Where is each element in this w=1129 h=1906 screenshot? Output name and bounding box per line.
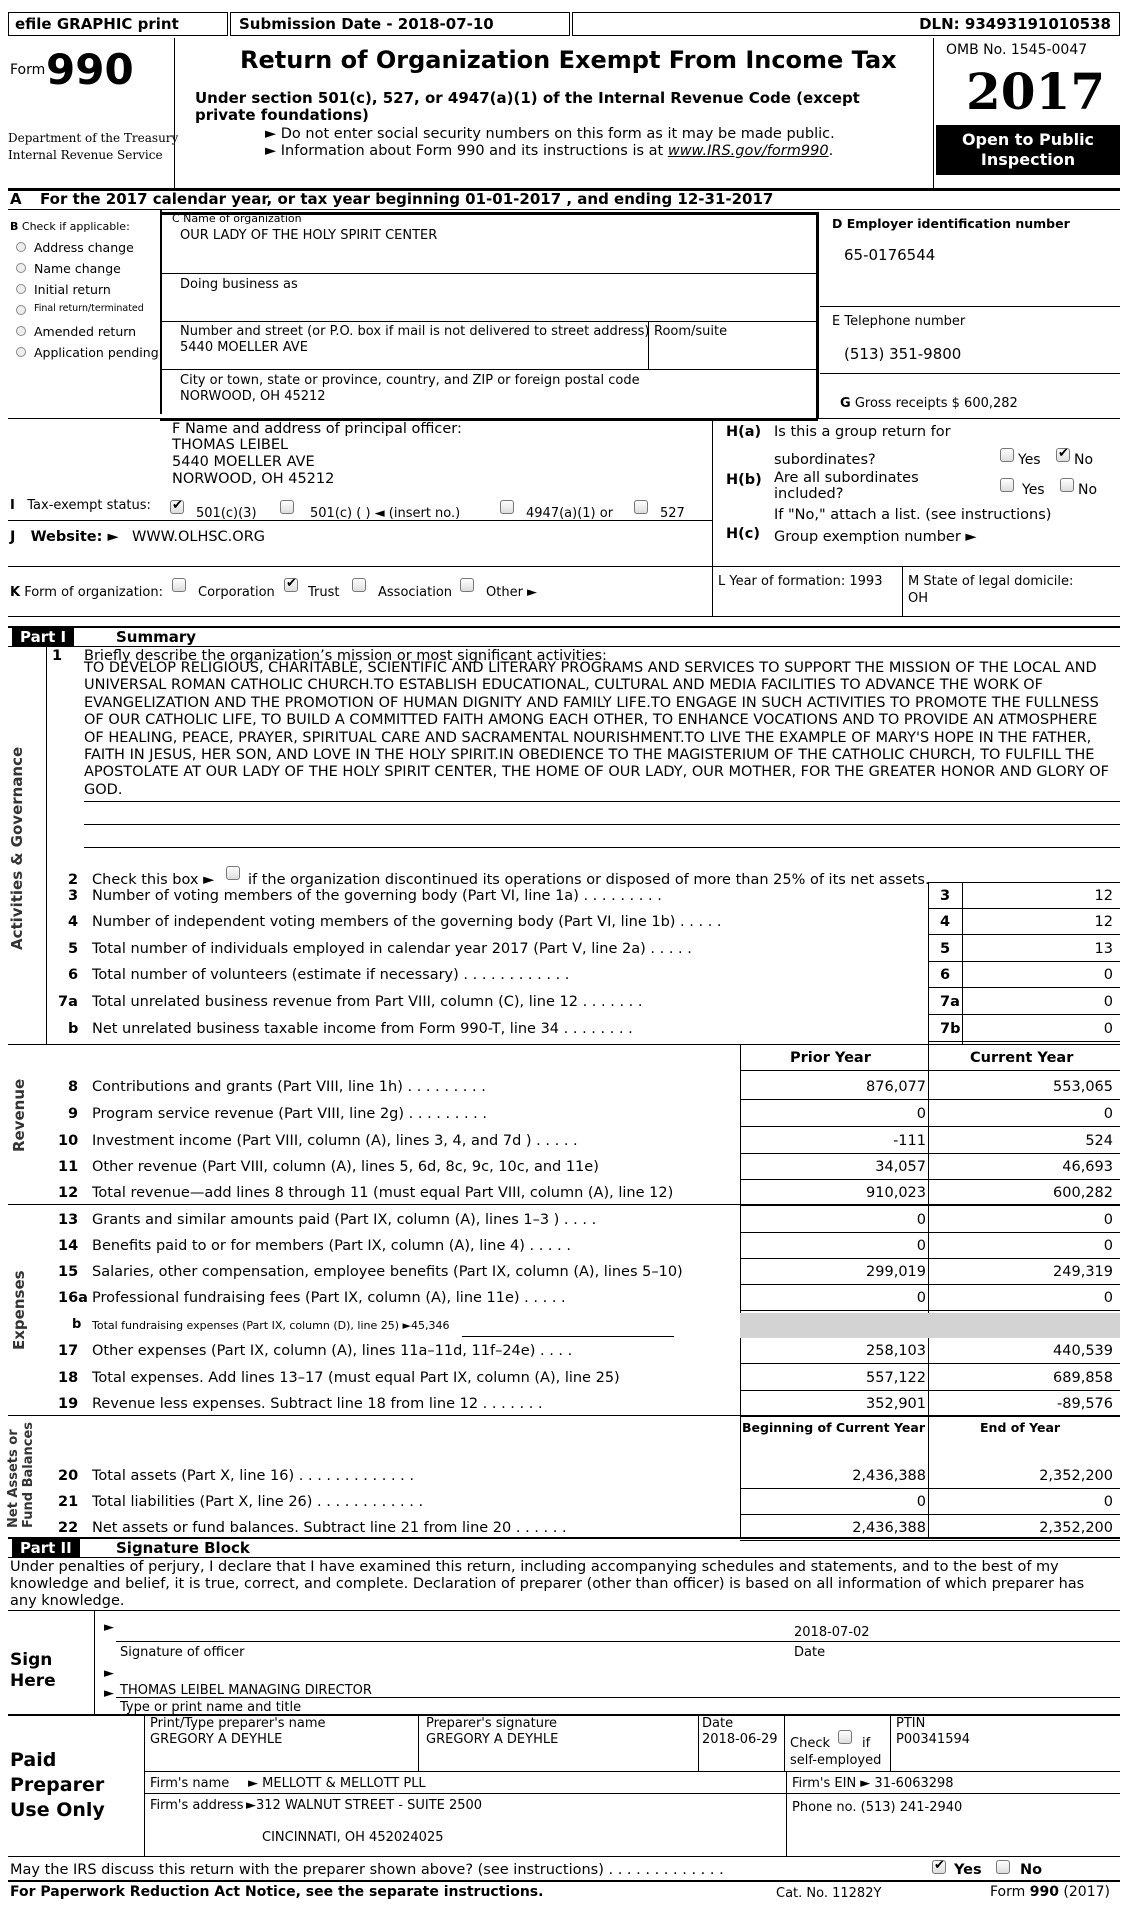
- section-b-radio[interactable]: [16, 284, 26, 294]
- paperwork-notice: For Paperwork Reduction Act Notice, see the separate instructions.: [10, 1884, 544, 1900]
- open-to-public-badge: Open to Public Inspection: [936, 125, 1120, 175]
- signature-label: Signature of officer: [120, 1645, 245, 1660]
- dln: DLN: 93493191010538: [572, 12, 1120, 36]
- prior-year-value: 0: [916, 1290, 926, 1306]
- ha-yes-checkbox[interactable]: [1000, 448, 1014, 462]
- officer-label: F Name and address of principal officer:: [172, 421, 462, 437]
- prior-year-value: 0: [916, 1238, 926, 1254]
- line-num: 12: [58, 1185, 79, 1201]
- info-note: ► Information about Form 990 and its instructions is at www.IRS.gov/form990.: [265, 143, 834, 159]
- current-year-value: 440,539: [1053, 1343, 1113, 1359]
- prior-year-value: 0: [916, 1106, 926, 1122]
- line-text: Benefits paid to or for members (Part IX, column (A), line 4) . . . . .: [92, 1238, 571, 1254]
- prior-year-value: 258,103: [866, 1343, 926, 1359]
- ha-yes-label: Yes: [1018, 452, 1041, 468]
- preparer-name-label: Print/Type preparer's name: [150, 1716, 326, 1731]
- self-employed-checkbox[interactable]: [838, 1730, 852, 1744]
- org-street: 5440 MOELLER AVE: [180, 340, 308, 355]
- section-b-item: Application pending: [34, 345, 159, 360]
- current-year-value: 553,065: [1053, 1079, 1113, 1095]
- line-text: Salaries, other compensation, employee benefits (Part IX, column (A), lines 5–10): [92, 1264, 683, 1280]
- gov-line-value: 0: [1103, 1021, 1113, 1037]
- firm-ein: Firm's EIN ► 31-6063298: [792, 1776, 954, 1791]
- 501c-label: 501(c) ( ) ◄ (insert no.): [310, 506, 461, 521]
- prior-year-value: 910,023: [866, 1185, 926, 1201]
- ssn-note: ► Do not enter social security numbers on this form as it may be made public.: [265, 126, 835, 142]
- line-num: 9: [68, 1106, 79, 1122]
- hb-note: If "No," attach a list. (see instructions): [774, 507, 1052, 523]
- 527-checkbox[interactable]: [634, 500, 648, 514]
- prior-year-value: 557,122: [866, 1370, 926, 1386]
- 501c3-checkbox[interactable]: [170, 500, 184, 514]
- hb-yes-label: Yes: [1022, 482, 1045, 498]
- firm-name: ► MELLOTT & MELLOTT PLL: [248, 1776, 426, 1791]
- line-text: Investment income (Part VIII, column (A), lines 3, 4, and 7d ) . . . . .: [92, 1133, 578, 1149]
- line2-checkbox[interactable]: [226, 866, 240, 880]
- line-text: Total revenue—add lines 8 through 11 (must equal Part VIII, column (A), line 12): [92, 1185, 674, 1201]
- form-number: 990: [46, 45, 134, 94]
- prior-year-value: 0: [916, 1212, 926, 1228]
- firm-address-1: ►312 WALNUT STREET - SUITE 2500: [246, 1798, 483, 1813]
- pointer-icon: ►: [104, 1666, 114, 1681]
- gov-line-box: 5: [940, 941, 951, 957]
- hc-label: H(c): [726, 526, 760, 542]
- line-text: Net assets or fund balances. Subtract line 21 from line 20 . . . . . .: [92, 1520, 567, 1536]
- 4947-checkbox[interactable]: [500, 500, 514, 514]
- hc-text: Group exemption number ►: [774, 529, 977, 545]
- officer-title: THOMAS LEIBEL MANAGING DIRECTOR: [120, 1683, 372, 1698]
- arrow-right-icon: ►: [246, 1798, 256, 1813]
- line16b-shaded: [740, 1313, 1120, 1338]
- year-formation: L Year of formation: 1993: [718, 574, 883, 589]
- section-b-item: Name change: [34, 261, 121, 276]
- prior-year-value: 0: [916, 1494, 926, 1510]
- state-domicile-label: M State of legal domicile:: [908, 574, 1074, 589]
- line-text: Program service revenue (Part VIII, line 2g) . . . . . . . . .: [92, 1106, 487, 1122]
- ein-value: 65-0176544: [844, 246, 936, 264]
- section-b-title: B Check if applicable:: [10, 220, 130, 233]
- gov-line-text: Total number of individuals employed in calendar year 2017 (Part V, line 2a) . . . . .: [92, 941, 692, 957]
- dept-irs: Internal Revenue Service: [8, 148, 163, 162]
- submission-date: Submission Date - 2018-07-10: [230, 12, 570, 36]
- gov-line-value: 0: [1103, 994, 1113, 1010]
- gov-line-text: Net unrelated business taxable income from Form 990-T, line 34 . . . . . . . .: [92, 1021, 633, 1037]
- hb-no-label: No: [1078, 482, 1098, 498]
- line-text: Revenue less expenses. Subtract line 18 from line 12 . . . . . . .: [92, 1396, 543, 1412]
- ha-no-checkbox[interactable]: [1056, 448, 1070, 462]
- hb-text-1: Are all subordinates: [774, 470, 919, 486]
- association-label: Association: [378, 585, 453, 600]
- section-b-radio[interactable]: [16, 263, 26, 273]
- corporation-checkbox[interactable]: [172, 578, 186, 592]
- perjury-statement: Under penalties of perjury, I declare that I have examined this return, including accompanying schedules and statements, and to the best of my knowledge and belief, it is true, correct, and complete. Declaration of preparer (other than officer) is based on all information of which preparer has any knowledge.: [10, 1559, 1085, 1609]
- firm-address-2: CINCINNATI, OH 452024025: [262, 1830, 444, 1845]
- line-num: 17: [58, 1343, 79, 1359]
- gov-line-box: 7b: [940, 1021, 961, 1037]
- line-text: Contributions and grants (Part VIII, line 1h) . . . . . . . . .: [92, 1079, 486, 1095]
- current-year-value: 0: [1103, 1212, 1113, 1228]
- line-a-tax-year: For the 2017 calendar year, or tax year beginning 01-01-2017 , and ending 12-31-2017: [40, 190, 774, 208]
- org-name-label: C Name of organization: [172, 212, 302, 225]
- section-b-item: Final return/terminated: [34, 303, 144, 314]
- hb-label: H(b): [726, 472, 762, 488]
- line16b-text: Total fundraising expenses (Part IX, column (D), line 25) ►45,346: [92, 1319, 450, 1332]
- paid-preparer: Paid Preparer Use Only: [10, 1749, 105, 1821]
- trust-label: Trust: [308, 585, 340, 600]
- line-num: 19: [58, 1396, 79, 1412]
- gov-line-num: 7a: [58, 994, 78, 1010]
- omb-number: OMB No. 1545-0047: [946, 42, 1088, 58]
- discuss-no-checkbox[interactable]: [996, 1860, 1010, 1874]
- line-num: 10: [58, 1133, 79, 1149]
- room-label: Room/suite: [654, 324, 728, 339]
- dba-label: Doing business as: [180, 277, 298, 292]
- tax-year: 2017: [966, 62, 1106, 121]
- prior-year-value: -111: [893, 1133, 926, 1149]
- hb-text-2: included?: [774, 486, 844, 502]
- line2-num: 2: [68, 872, 79, 888]
- current-year-value: 46,693: [1062, 1159, 1113, 1175]
- form-subtitle: Under section 501(c), 527, or 4947(a)(1) of the Internal Revenue Code (except private foundations): [195, 89, 860, 124]
- discuss-no-label: No: [1020, 1862, 1043, 1878]
- line-num: 16a: [58, 1290, 88, 1306]
- ha-text-2: subordinates?: [774, 452, 876, 468]
- current-year-value: 600,282: [1053, 1185, 1113, 1201]
- line2-text-a: Check this box ►: [92, 872, 215, 888]
- arrow-right-icon: ►: [265, 126, 277, 142]
- arrow-right-icon: ►: [248, 1776, 258, 1791]
- officer-city: NORWOOD, OH 45212: [172, 471, 335, 487]
- line-text: Other revenue (Part VIII, column (A), lines 5, 6d, 8c, 9c, 10c, and 11e): [92, 1159, 599, 1175]
- line-text: Professional fundraising fees (Part IX, column (A), line 11e) . . . . .: [92, 1290, 566, 1306]
- side-expenses: Expenses: [10, 1270, 28, 1350]
- 4947-label: 4947(a)(1) or: [526, 506, 614, 521]
- street-label: Number and street (or P.O. box if mail is not delivered to street address): [180, 324, 650, 339]
- part1-title: Summary: [116, 628, 197, 646]
- part2-tag: Part II: [12, 1539, 80, 1557]
- part2-title: Signature Block: [116, 1539, 250, 1557]
- line-num: 14: [58, 1238, 79, 1254]
- city-label: City or town, state or province, country, and ZIP or foreign postal code: [180, 373, 640, 388]
- irs-form990-link[interactable]: www.IRS.gov/form990: [667, 143, 829, 159]
- pointer-icon: ►: [104, 1620, 114, 1635]
- form-footer: Form 990 (2017): [990, 1884, 1110, 1900]
- side-activities-governance: Activities & Governance: [8, 746, 26, 950]
- preparer-sig: GREGORY A DEYHLE: [426, 1732, 559, 1747]
- line-text: Grants and similar amounts paid (Part IX, column (A), lines 1–3 ) . . . .: [92, 1212, 597, 1228]
- current-year-value: 249,319: [1053, 1264, 1113, 1280]
- check-label: Check: [790, 1736, 830, 1751]
- efile-label: efile GRAPHIC print: [8, 12, 228, 36]
- hb-no-checkbox[interactable]: [1060, 478, 1074, 492]
- ein-label: D Employer identification number: [832, 216, 1070, 231]
- line-num: 8: [68, 1079, 79, 1095]
- phone-value: (513) 351-9800: [844, 345, 962, 363]
- section-b-radio[interactable]: [16, 347, 26, 357]
- hb-yes-checkbox[interactable]: [1000, 478, 1014, 492]
- ha-label: H(a): [726, 424, 762, 440]
- col-end-year: End of Year: [980, 1420, 1061, 1435]
- cat-number: Cat. No. 11282Y: [776, 1886, 882, 1901]
- trust-checkbox[interactable]: [284, 578, 298, 592]
- officer-name: THOMAS LEIBEL: [172, 437, 289, 453]
- discuss-yes-checkbox[interactable]: [932, 1860, 946, 1874]
- gov-line-text: Number of independent voting members of the governing body (Part VI, line 1b) . . . . .: [92, 914, 722, 930]
- current-year-value: 0: [1103, 1238, 1113, 1254]
- ptin-value: P00341594: [896, 1732, 971, 1747]
- col-prior-year: Prior Year: [790, 1050, 871, 1066]
- 501c3-label: 501(c)(3): [196, 506, 257, 521]
- website-label: J Website: ►: [10, 529, 119, 545]
- line-text: Total expenses. Add lines 13–17 (must equal Part IX, column (A), line 25): [92, 1370, 620, 1386]
- discuss-yes-label: Yes: [954, 1862, 982, 1878]
- side-net-assets: Net Assets or Fund Balances: [6, 1422, 36, 1528]
- part1-tag: Part I: [12, 628, 74, 646]
- date-label: Date: [794, 1645, 826, 1660]
- gov-line-box: 4: [940, 914, 951, 930]
- current-year-value: 524: [1085, 1133, 1113, 1149]
- ha-text-1: Is this a group return for: [774, 424, 951, 440]
- ptin-label: PTIN: [896, 1716, 926, 1731]
- form-of-org-label: K Form of organization:: [10, 585, 163, 600]
- section-b-radio[interactable]: [16, 305, 26, 315]
- line2-text-b: if the organization discontinued its operations or disposed of more than 25% of its net assets.: [248, 872, 930, 888]
- self-employed-label: self-employed: [790, 1753, 882, 1768]
- association-checkbox[interactable]: [352, 578, 366, 592]
- discuss-question: May the IRS discuss this return with the preparer shown above? (see instructions) . . . . . . . . . . . . .: [10, 1862, 724, 1878]
- current-year-value: 0: [1103, 1290, 1113, 1306]
- gov-line-num: 6: [68, 967, 79, 983]
- 501c-checkbox[interactable]: [280, 500, 294, 514]
- prior-year-value: 352,901: [866, 1396, 926, 1412]
- mission-statement: TO DEVELOP RELIGIOUS, CHARITABLE, SCIENTIFIC AND LITERARY PROGRAMS AND SERVICES TO SUPPORT THE MISSION OF THE LOCAL AND UNIVERSAL ROMAN CATHOLIC CHURCH.TO ESTABLISH EDUCATIONAL, CULTURAL AND MEDIA FACILITIES TO ADVANCE THE WORK OF EVANGELIZATION AND THE PROMOTION OF HUMAN DIGNITY AND FAMILY LIFE.TO ENGAGE IN SUCH ACTIVITIES TO PROMOTE THE FULLNESS OF OUR CATHOLIC LIFE, TO BUILD A COMMITTED FAITH AMONG EACH OTHER, TO ENHANCE VOCATIONS AND TO PROVIDE AN ATMOSPHERE OF HEALING, PEACE, PRAYER, SPIRITUAL CARE AND SACRAMENTAL NOURISHMENT.TO LIVE THE EXAMPLE OF MARY'S HOPE IN THE FATHER, FAITH IN JESUS, HER SON, AND LOVE IN THE HOLY SPIRIT.IN OBEDIENCE TO THE MAGISTERIUM OF THE CATHOLIC CHURCH, TO FULFILL THE APOSTOLATE AT OUR LADY OF THE HOLY SPIRIT CENTER, THE HOME OF OUR LADY, OUR MOTHER, FOR THE GREATER HONOR AND GLORY OF GOD.: [84, 660, 1109, 798]
- dept-treasury: Department of the Treasury: [8, 131, 179, 145]
- org-city: NORWOOD, OH 45212: [180, 389, 326, 404]
- line-num: 13: [58, 1212, 79, 1228]
- line16b-num: b: [72, 1317, 82, 1332]
- line-num: 20: [58, 1468, 79, 1484]
- gov-line-num: 3: [68, 888, 79, 904]
- line-a-letter: A: [10, 190, 22, 208]
- state-domicile: OH: [908, 591, 929, 606]
- gov-line-box: 7a: [940, 994, 960, 1010]
- line-num: 18: [58, 1370, 79, 1386]
- prior-year-value: 2,436,388: [852, 1468, 926, 1484]
- current-year-value: -89,576: [1057, 1396, 1113, 1412]
- current-year-value: 2,352,200: [1039, 1520, 1113, 1536]
- prior-year-value: 34,057: [875, 1159, 926, 1175]
- gov-line-text: Number of voting members of the governing body (Part VI, line 1a) . . . . . . . . .: [92, 888, 662, 904]
- pointer-icon: ►: [104, 1686, 114, 1701]
- other-checkbox[interactable]: [460, 578, 474, 592]
- gov-line-num: b: [68, 1021, 79, 1037]
- gov-line-value: 0: [1103, 967, 1113, 983]
- gross-receipts: G Gross receipts $ 600,282: [840, 396, 1018, 411]
- gov-line-box: 3: [940, 888, 951, 904]
- firm-address-label: Firm's address: [150, 1798, 244, 1813]
- arrow-right-icon: ►: [265, 143, 277, 159]
- gov-line-num: 5: [68, 941, 79, 957]
- side-revenue: Revenue: [10, 1078, 28, 1152]
- other-label: Other ►: [486, 585, 538, 600]
- form-word: Form: [10, 62, 46, 78]
- section-b-item: Amended return: [34, 324, 137, 339]
- prior-year-value: 299,019: [866, 1264, 926, 1280]
- firm-phone: Phone no. (513) 241-2940: [792, 1800, 963, 1815]
- preparer-date: 2018-06-29: [702, 1732, 778, 1747]
- line-num: 22: [58, 1520, 79, 1536]
- preparer-name: GREGORY A DEYHLE: [150, 1732, 283, 1747]
- line-text: Other expenses (Part IX, column (A), lines 11a–11d, 11f–24e) . . . .: [92, 1343, 573, 1359]
- line-num: 11: [58, 1159, 79, 1175]
- phone-label: E Telephone number: [832, 314, 966, 329]
- tax-exempt-label: I Tax-exempt status:: [10, 498, 151, 513]
- line-text: Total assets (Part X, line 16) . . . . . . . . . . . . .: [92, 1468, 415, 1484]
- preparer-sig-label: Preparer's signature: [426, 1716, 558, 1731]
- current-year-value: 689,858: [1053, 1370, 1113, 1386]
- section-b-item: Initial return: [34, 282, 111, 297]
- signature-date: 2018-07-02: [794, 1625, 870, 1640]
- corporation-label: Corporation: [198, 585, 275, 600]
- gov-line-value: 12: [1094, 914, 1113, 930]
- org-name: OUR LADY OF THE HOLY SPIRIT CENTER: [180, 228, 438, 243]
- type-name-label: Type or print name and title: [120, 1700, 302, 1715]
- line-text: Total liabilities (Part X, line 26) . . . . . . . . . . . .: [92, 1494, 424, 1510]
- current-year-value: 0: [1103, 1106, 1113, 1122]
- sign-here: Sign Here: [10, 1650, 56, 1691]
- section-b-radio[interactable]: [16, 326, 26, 336]
- gov-line-num: 4: [68, 914, 79, 930]
- if-label: if: [862, 1736, 871, 1751]
- preparer-date-label: Date: [702, 1716, 734, 1731]
- current-year-value: 2,352,200: [1039, 1468, 1113, 1484]
- prior-year-value: 2,436,388: [852, 1520, 926, 1536]
- gov-line-value: 13: [1094, 941, 1113, 957]
- 527-label: 527: [660, 506, 685, 521]
- firm-name-label: Firm's name: [150, 1776, 230, 1791]
- prior-year-value: 876,077: [866, 1079, 926, 1095]
- section-b-radio[interactable]: [16, 242, 26, 252]
- gov-line-text: Total number of volunteers (estimate if necessary) . . . . . . . . . . . .: [92, 967, 570, 983]
- website-value[interactable]: WWW.OLHSC.ORG: [132, 529, 266, 545]
- form-title: Return of Organization Exempt From Income Tax: [240, 46, 897, 74]
- line1-num: 1: [52, 648, 63, 664]
- line-num: 15: [58, 1264, 79, 1280]
- section-b-item: Address change: [34, 240, 134, 255]
- gov-line-text: Total unrelated business revenue from Part VIII, column (C), line 12 . . . . . . .: [92, 994, 643, 1010]
- line1-text: Briefly describe the organization’s mission or most significant activities:: [84, 648, 607, 664]
- col-beginning-year: Beginning of Current Year: [742, 1420, 925, 1435]
- current-year-value: 0: [1103, 1494, 1113, 1510]
- col-current-year: Current Year: [970, 1050, 1074, 1066]
- ha-no-label: No: [1074, 452, 1094, 468]
- gov-line-box: 6: [940, 967, 951, 983]
- line-num: 21: [58, 1494, 79, 1510]
- gov-line-value: 12: [1094, 888, 1113, 904]
- officer-street: 5440 MOELLER AVE: [172, 454, 315, 470]
